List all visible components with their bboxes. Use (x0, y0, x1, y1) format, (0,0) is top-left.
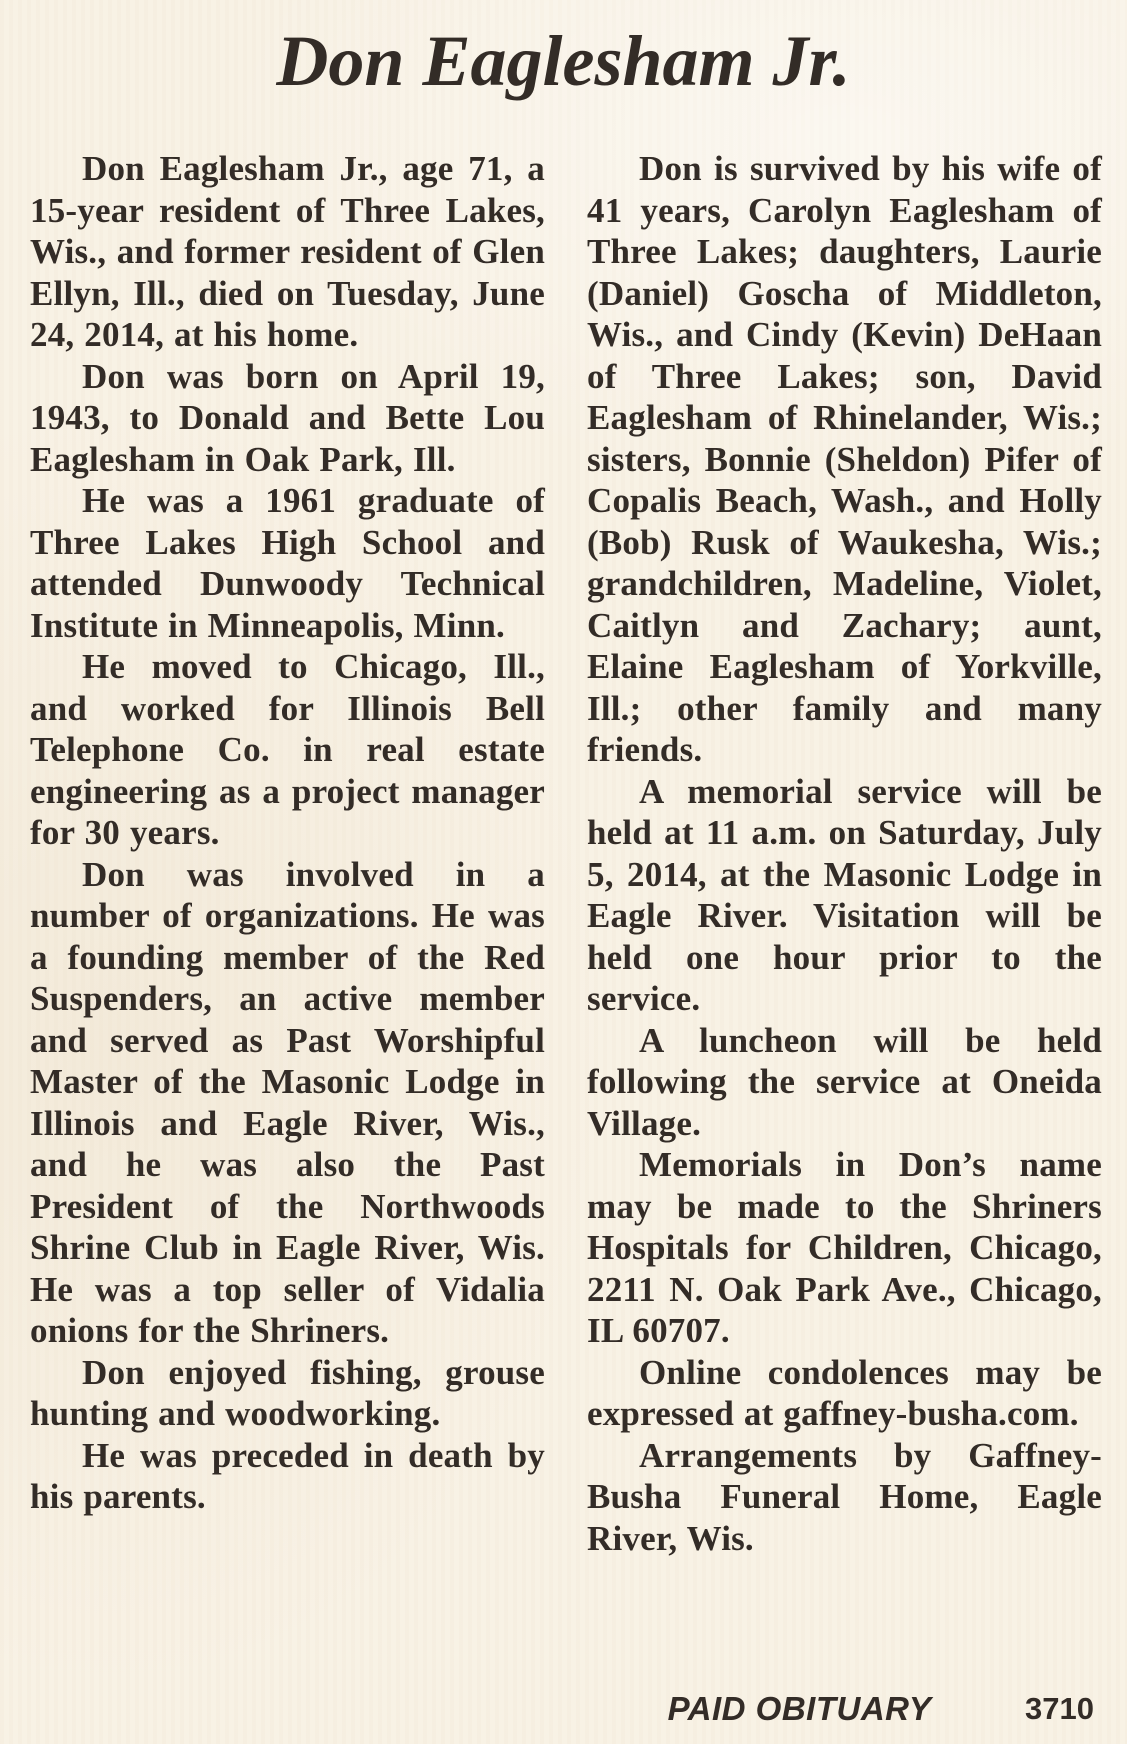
obituary-paragraph: Don is survived by his wife of 41 years, Carolyn Eaglesham of Three Lakes; daughters, Laurie (Daniel) Goscha of Middleton, Wis., and Cindy (Kevin) DeHaan of Three Lakes; son, David Eaglesham of Rhinelander, Wis.; sisters, Bonnie (Sheldon) Pifer of Copalis Beach, Wash., and Holly (Bob) Rusk of Waukesha, Wis.; grandchildren, Madeline, Violet, Caitlyn and Zachary; aunt, Elaine Eaglesham of Yorkville, Ill.; other family and many friends. (587, 149, 1102, 769)
obituary-paragraph: Don was involved in a number of organizations. He was a founding member of the Red Suspenders, an active member and served as Past Worshipful Master of the Masonic Lodge in Illinois and Eagle River, Wis., and he was also the Past President of the Northwoods Shrine Club in Eagle River, Wis. He was a top seller of Vidalia onions for the Shriners. (30, 854, 545, 1350)
obituary-title: Don Eaglesham Jr. (276, 21, 851, 101)
obituary-paragraph: Arrangements by Gaffney-Busha Funeral Home, Eagle River, Wis. (587, 1435, 1102, 1558)
obituary-paragraph: Don enjoyed fishing, grouse hunting and woodworking. (30, 1352, 545, 1433)
notice-number: 3710 (1025, 1691, 1094, 1726)
obituary-paragraph: He was preceded in death by his parents. (30, 1435, 545, 1516)
column-right (587, 148, 1102, 1559)
obituary-paragraph: He was a 1961 graduate of Three Lakes High School and attended Dunwoody Technical Institute in Minneapolis, Minn. (30, 481, 545, 645)
obituary-columns (30, 148, 1102, 1559)
obituary-paragraph: A luncheon will be held following the service at Oneida Village. (587, 1020, 1102, 1143)
obituary-paragraph: A memorial service will be held at 11 a.m. on Saturday, July 5, 2014, at the Masonic Lodge in Eagle River. Visitation will be held one hour prior to the service. (587, 771, 1102, 1018)
obituary-paragraph: Don was born on April 19, 1943, to Donald and Bette Lou Eaglesham in Oak Park, Ill. (30, 356, 545, 479)
obituary-paragraph: Memorials in Don’s name may be made to the Shriners Hospitals for Children, Chicago, 2211 N. Oak Park Ave., Chicago, IL 60707. (587, 1145, 1102, 1350)
obituary-footer (587, 1686, 1102, 1732)
paid-obituary-label: PAID OBITUARY (667, 1690, 932, 1727)
column-left (30, 148, 545, 1559)
obituary-paragraph: Online condolences may be expressed at gaffney-busha.com. (587, 1352, 1102, 1433)
obituary-paragraph: Don Eaglesham Jr., age 71, a 15-year resident of Three Lakes, Wis., and former resident of Glen Ellyn, Ill., died on Tuesday, June 24, 2014, at his home. (30, 149, 545, 354)
obituary-paragraph: He moved to Chicago, Ill., and worked for Illinois Bell Telephone Co. in real estate engineering as a project manager for 30 years. (30, 647, 545, 852)
